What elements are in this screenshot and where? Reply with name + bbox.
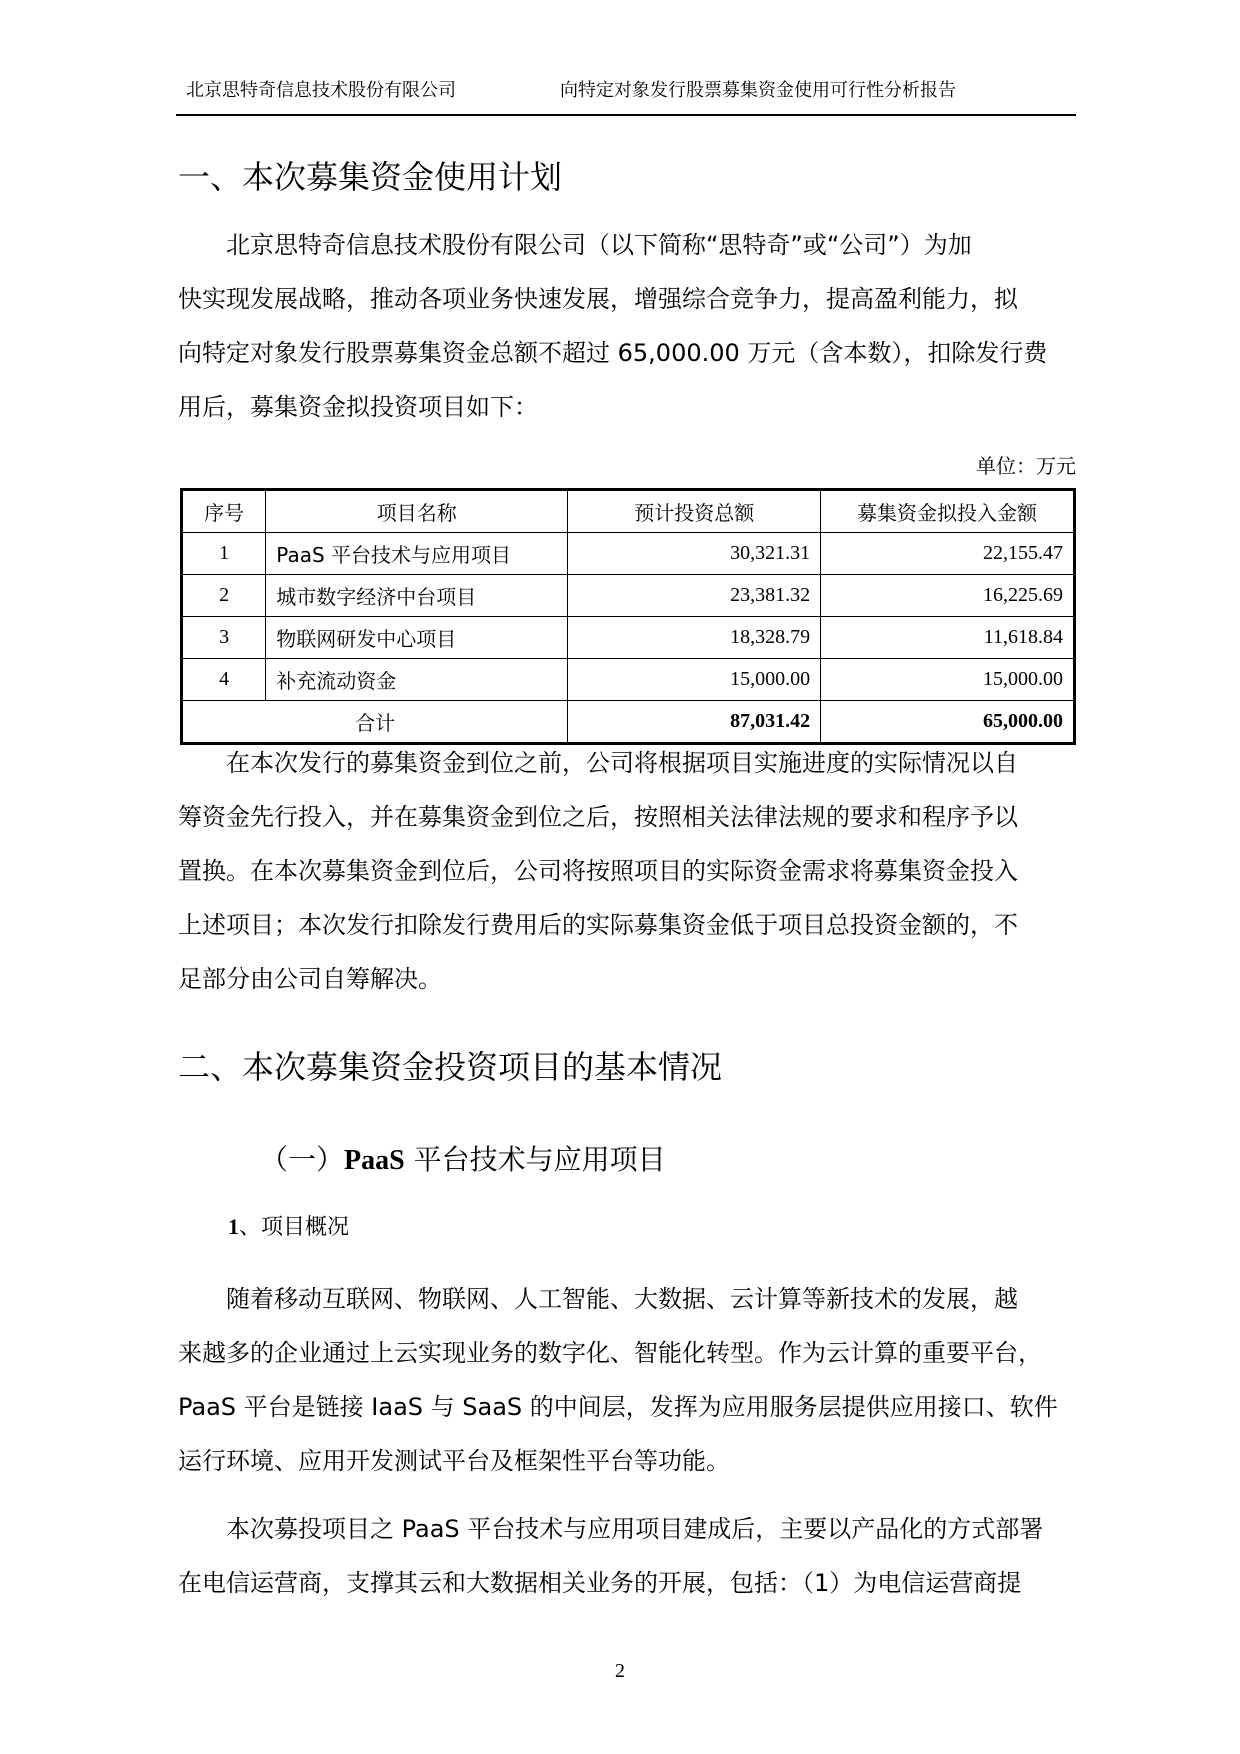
unit-label: 单位：万元 <box>976 454 1076 478</box>
row-raise: 11,618.84 <box>821 617 1075 659</box>
row-no: 1 <box>182 533 266 575</box>
row-total: 30,321.31 <box>568 533 821 575</box>
row-raise: 22,155.47 <box>821 533 1075 575</box>
sum-total: 87,031.42 <box>568 701 821 744</box>
row-no: 3 <box>182 617 266 659</box>
sum-raise: 65,000.00 <box>821 701 1075 744</box>
row-no: 4 <box>182 659 266 701</box>
para1-line: 随着移动互联网、物联网、人工智能、大数据、云计算等新技术的发展，越 <box>226 1285 1018 1313</box>
section1-intro <box>178 218 1078 434</box>
row-name: 城市数字经济中台项目 <box>266 575 568 617</box>
after-line: 筹资金先行投入，并在募集资金到位之后，按照相关法律法规的要求和程序予以 <box>178 803 1018 831</box>
subsection1-title <box>260 1138 666 1178</box>
table-row <box>182 659 1075 701</box>
row-no: 2 <box>182 575 266 617</box>
header-company: 北京思特奇信息技术股份有限公司 <box>186 80 456 101</box>
table-row <box>182 575 1075 617</box>
row-total: 23,381.32 <box>568 575 821 617</box>
section1-title: 一、本次募集资金使用计划 <box>178 158 563 196</box>
table-header-row <box>182 490 1075 533</box>
header-report-title: 向特定对象发行股票募集资金使用可行性分析报告 <box>560 80 956 101</box>
section1-after-table <box>178 736 1078 1006</box>
row-raise: 16,225.69 <box>821 575 1075 617</box>
section2-para2 <box>178 1502 1078 1610</box>
para1-line: PaaS 平台是链接 IaaS 与 SaaS 的中间层，发挥为应用服务层提供应用接口、软件 <box>178 1393 1058 1421</box>
para2-line: 在电信运营商，支撑其云和大数据相关业务的开展，包括：（1）为电信运营商提 <box>178 1569 1022 1597</box>
after-line: 上述项目；本次发行扣除发行费用后的实际募集资金低于项目总投资金额的，不 <box>178 911 1018 939</box>
para2-line: 本次募投项目之 PaaS 平台技术与应用项目建成后，主要以产品化的方式部署 <box>226 1515 1044 1543</box>
header-no: 序号 <box>182 490 266 533</box>
item1-text: 、项目概况 <box>239 1215 350 1240</box>
subsection1-rest: 平台技术与应用项目 <box>404 1143 666 1176</box>
header-name: 项目名称 <box>266 490 568 533</box>
page-number: 2 <box>615 1660 625 1682</box>
row-total: 18,328.79 <box>568 617 821 659</box>
intro-line: 北京思特奇信息技术股份有限公司（以下简称“思特奇”或“公司”）为加 <box>226 231 972 259</box>
row-raise: 15,000.00 <box>821 659 1075 701</box>
item1-num: 1 <box>228 1214 239 1239</box>
page-header <box>176 74 1076 116</box>
after-line: 足部分由公司自筹解决。 <box>178 965 442 993</box>
section2-title: 二、本次募集资金投资项目的基本情况 <box>178 1048 723 1086</box>
row-name: 物联网研发中心项目 <box>266 617 568 659</box>
header-raise: 募集资金拟投入金额 <box>821 490 1075 533</box>
table-row <box>182 533 1075 575</box>
row-name: PaaS 平台技术与应用项目 <box>266 533 568 575</box>
row-name: 补充流动资金 <box>266 659 568 701</box>
para1-line: 运行环境、应用开发测试平台及框架性平台等功能。 <box>178 1447 730 1475</box>
intro-line: 向特定对象发行股票募集资金总额不超过 65,000.00 万元（含本数），扣除发行费 <box>178 339 1048 367</box>
after-line: 在本次发行的募集资金到位之前，公司将根据项目实施进度的实际情况以自 <box>226 749 1018 777</box>
subsection1-bold: PaaS <box>344 1145 405 1176</box>
table-row <box>182 617 1075 659</box>
intro-line: 快实现发展战略，推动各项业务快速发展，增强综合竞争力，提高盈利能力，拟 <box>178 285 1018 313</box>
section2-para1 <box>178 1272 1078 1488</box>
para1-line: 来越多的企业通过上云实现业务的数字化、智能化转型。作为云计算的重要平台， <box>178 1339 1042 1367</box>
intro-line: 用后，募集资金拟投资项目如下： <box>178 393 538 421</box>
subsection1-prefix: （一） <box>260 1143 345 1176</box>
investment-table <box>180 488 1076 745</box>
item1-title <box>228 1210 349 1241</box>
header-total: 预计投资总额 <box>568 490 821 533</box>
row-total: 15,000.00 <box>568 659 821 701</box>
sum-label: 合计 <box>182 701 568 744</box>
after-line: 置换。在本次募集资金到位后，公司将按照项目的实际资金需求将募集资金投入 <box>178 857 1018 885</box>
